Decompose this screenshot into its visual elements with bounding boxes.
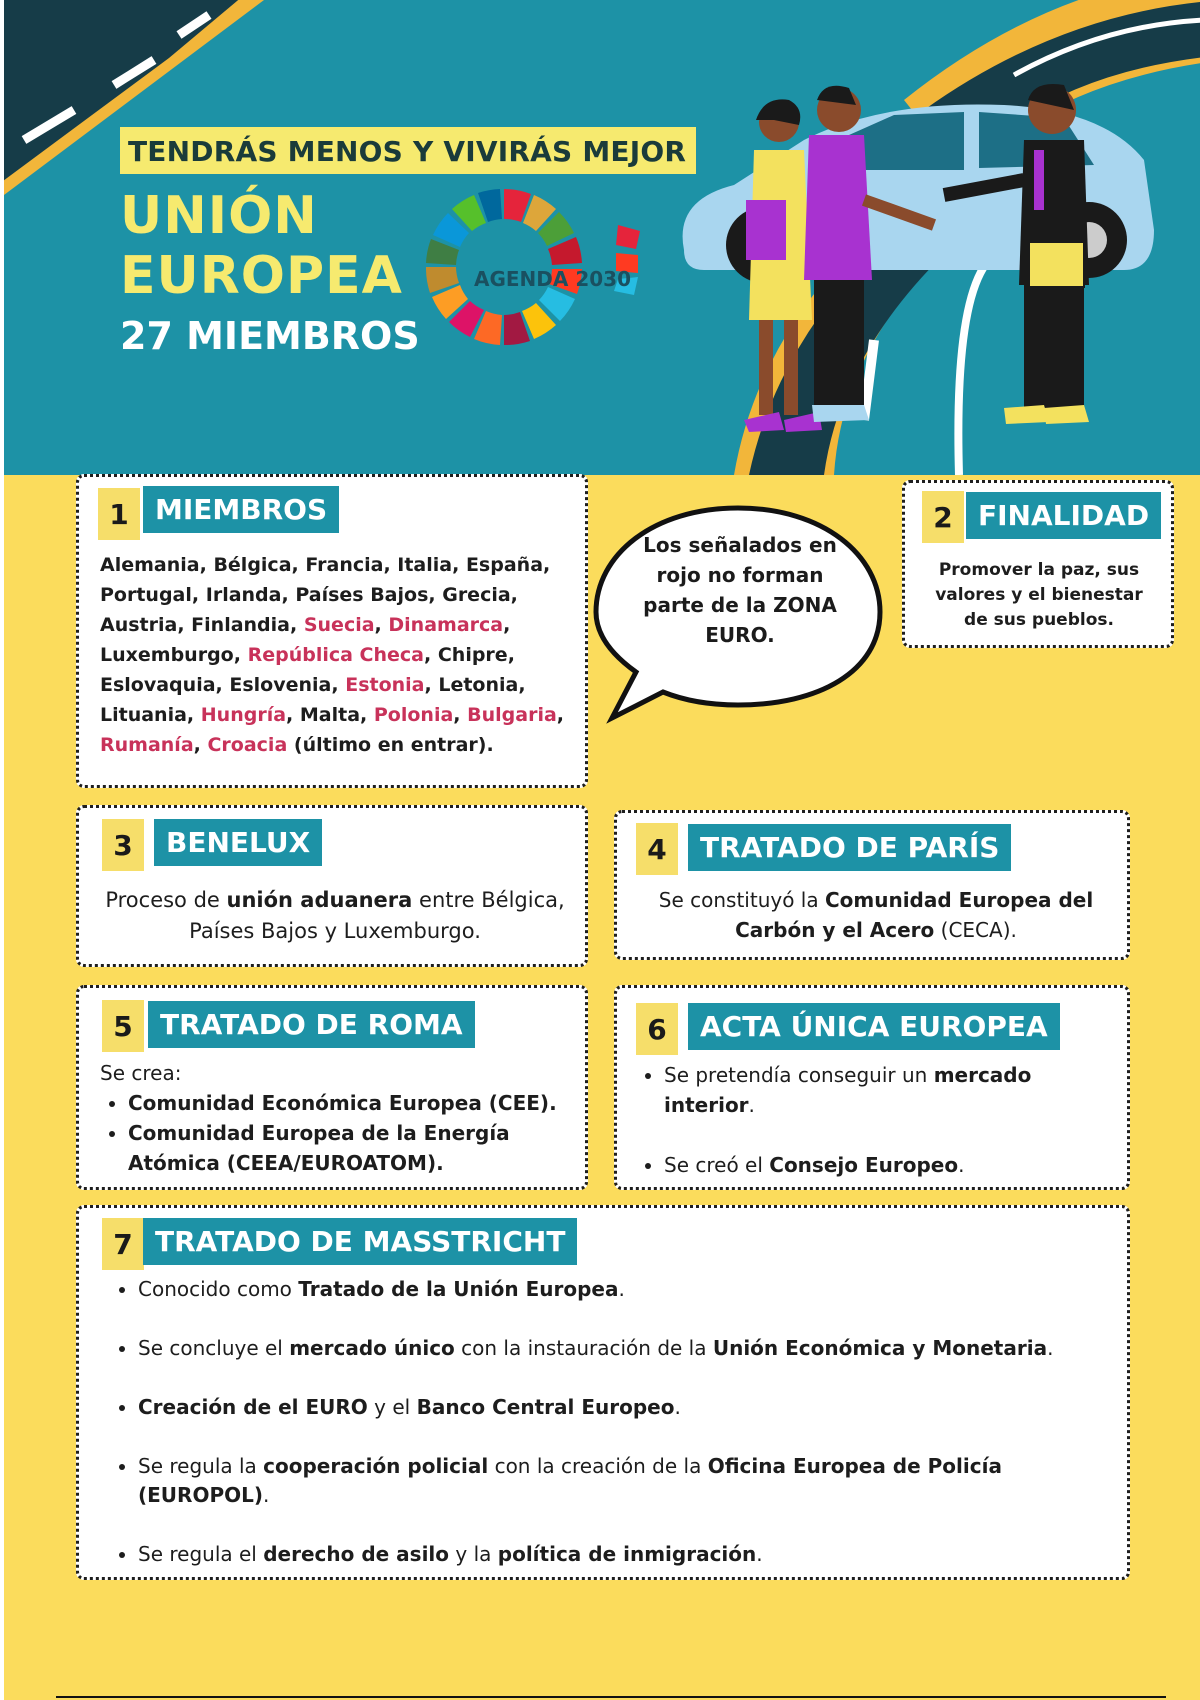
country-polonia: Polonia	[373, 704, 454, 726]
country-austria: Austria	[100, 614, 178, 636]
section-5-item-2: • Comunidad Europea de la Energía Atómica (CEEA/EUROATOM).	[128, 1118, 578, 1178]
section-7-item-1: • Conocido como Tratado de la Unión Europea.	[138, 1275, 1120, 1304]
country-república-checa: República Checa	[247, 644, 424, 666]
section-4-title: TRATADO DE PARÍS	[688, 824, 1011, 871]
section-3-title: BENELUX	[154, 819, 322, 866]
section-1-title: MIEMBROS	[143, 486, 339, 533]
country-suecia: Suecia	[303, 614, 375, 636]
section-6-text	[636, 1060, 1116, 1180]
country-rumanía: Rumanía	[100, 734, 194, 756]
members-count: 27 MIEMBROS	[120, 314, 420, 358]
section-4-text: Se constituyó la Comunidad Europea del Carbón y el Acero (CECA).	[658, 888, 1094, 942]
country-finlandia: Finlandia	[191, 614, 290, 636]
section-4-number: 4	[636, 823, 678, 875]
country-irlanda: Irlanda	[205, 584, 282, 606]
header-banner	[4, 0, 1200, 475]
country-italia: Italia	[397, 554, 453, 576]
country-estonia: Estonia	[345, 674, 425, 696]
section-7-number: 7	[102, 1218, 144, 1270]
section-6-title: ACTA ÚNICA EUROPEA	[688, 1003, 1060, 1050]
section-7-item-4: • Se regula la cooperación policial con la creación de la Oficina Europea de Policía (EUROPOL).	[138, 1452, 1120, 1510]
country-alemania: Alemania	[100, 554, 200, 576]
section-7-title: TRATADO DE MASSTRICHT	[143, 1218, 577, 1265]
country-lituania: Lituania	[100, 704, 187, 726]
country-bulgaria: Bulgaria	[467, 704, 557, 726]
section-3-text: Proceso de unión aduanera entre Bélgica, Países Bajos y Luxemburgo.	[105, 888, 565, 943]
speech-bubble-text: Los señalados en rojo no forman parte de la ZONA EURO.	[643, 533, 837, 647]
country-malta: Malta	[299, 704, 361, 726]
title-line-2: EUROPEA	[120, 246, 403, 306]
country-españa: España	[465, 554, 544, 576]
agenda-2030-label: AGENDA 2030	[474, 267, 632, 291]
section-5-title: TRATADO DE ROMA	[148, 1001, 475, 1048]
section-7-text	[110, 1275, 1120, 1569]
country-hungría: Hungría	[200, 704, 287, 726]
section-5-number: 5	[102, 1000, 144, 1052]
country-eslovenia: Eslovenia	[229, 674, 332, 696]
country-luxemburgo: Luxemburgo	[100, 644, 234, 666]
section-5-item-1: • Comunidad Económica Europea (CEE).	[128, 1088, 578, 1118]
country-eslovaquia: Eslovaquia	[100, 674, 216, 696]
country-países-bajos: Países Bajos	[295, 584, 429, 606]
section-2-text: Promover la paz, sus valores y el bienestar de sus pueblos.	[935, 560, 1143, 630]
section-6-item-1: • Se pretendía conseguir un mercado interior.	[664, 1060, 1116, 1120]
section-2-title: FINALIDAD	[966, 492, 1161, 539]
country-croacia: Croacia	[207, 734, 288, 756]
section-7-item-2: • Se concluye el mercado único con la instauración de la Unión Económica y Monetaria.	[138, 1334, 1120, 1363]
country-letonia: Letonia	[438, 674, 519, 696]
country-dinamarca: Dinamarca	[388, 614, 504, 636]
tagline: TENDRÁS MENOS Y VIVIRÁS MEJOR	[120, 127, 696, 174]
section-6-item-2: • Se creó el Consejo Europeo.	[664, 1150, 1116, 1180]
section-3-number: 3	[102, 819, 144, 871]
section-7-item-5: • Se regula el derecho de asilo y la política de inmigración.	[138, 1540, 1120, 1569]
section-2-number: 2	[922, 491, 964, 543]
country-grecia: Grecia	[442, 584, 511, 606]
section-6-number: 6	[636, 1003, 678, 1055]
section-5-text	[100, 1058, 578, 1178]
country-francia: Francia	[305, 554, 384, 576]
country-portugal: Portugal	[100, 584, 192, 606]
members-suffix: (último en entrar).	[293, 734, 494, 756]
section-1-number: 1	[98, 488, 140, 540]
members-country-list: Alemania, Bélgica, Francia, Italia, España, Portugal, Irlanda, Países Bajos, Grecia, Austria, Finlandia, Suecia, Dinamarca, Luxemburgo, República Checa, Chipre, Eslovaquia, Eslovenia, Estonia, Letonia, Lituania, Hungría, Malta, Polonia, Bulgaria, Rumanía, Croacia (último en entrar).	[100, 554, 564, 756]
bottom-divider	[56, 1696, 1166, 1698]
section-5-intro: Se crea:	[100, 1061, 182, 1085]
country-bélgica: Bélgica	[213, 554, 292, 576]
country-chipre: Chipre	[437, 644, 508, 666]
section-7-item-3: • Creación de el EURO y el Banco Central Europeo.	[138, 1393, 1120, 1422]
title-line-1: UNIÓN	[120, 186, 318, 246]
